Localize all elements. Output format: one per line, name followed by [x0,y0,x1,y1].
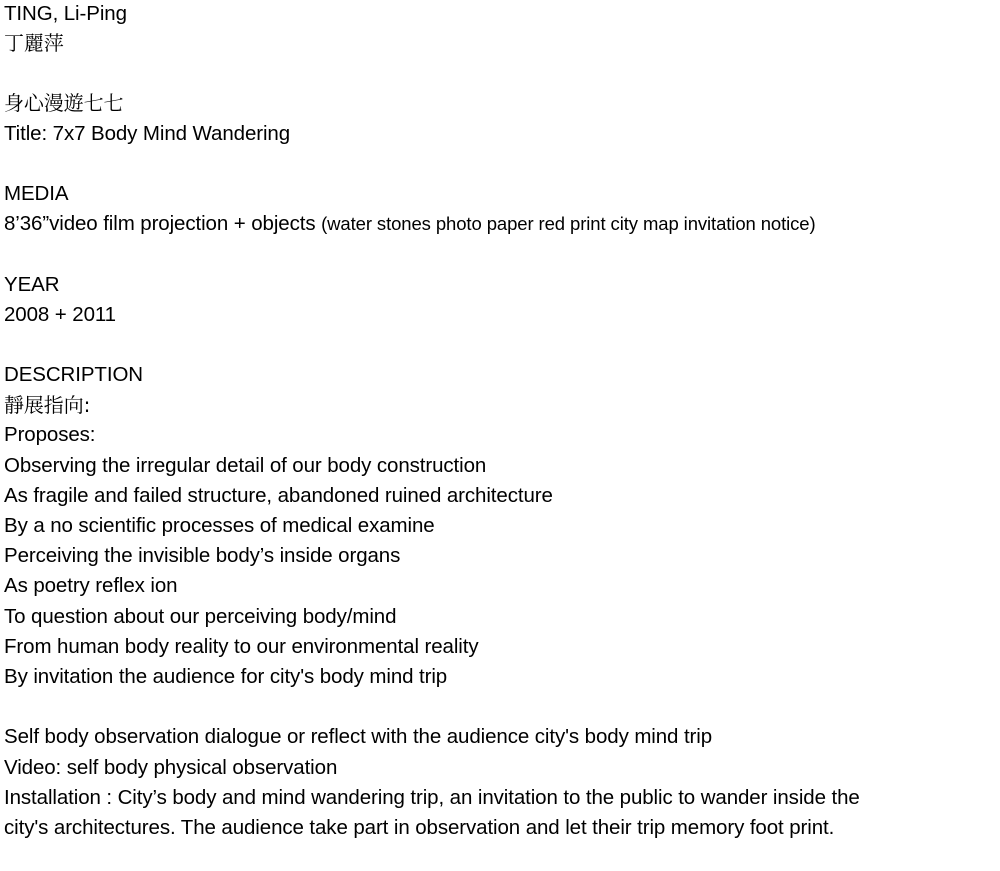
description-line: From human body reality to our environmental reality [4,634,479,658]
description-line: Observing the irregular detail of our body construction [4,453,487,477]
description-line: By a no scientific processes of medical examine [4,514,435,537]
year-value: 2008 + 2011 [4,302,116,326]
description-line: Perceiving the invisible body’s inside organs [4,544,401,568]
media-detail: (water stones photo paper red print city map invitation notice) [321,213,816,235]
closing-line: Video: self body physical observation [4,755,338,779]
closing-line: Installation : City’s body and mind wandering trip, an invitation to the public to wander inside the [4,785,860,809]
spacer [4,330,994,360]
spacer [4,692,994,722]
spacer [4,149,994,179]
media-heading: MEDIA [4,181,69,205]
work-title-zh: 身心漫遊七七 [4,91,124,116]
description-subheading-zh: 靜展指向: [4,393,91,418]
artist-name-zh: 丁麗萍 [4,31,64,55]
description-line: As fragile and failed structure, abandoned ruined architecture [4,483,553,507]
document-body [4,0,994,843]
artist-name-en: TING, Li-Ping [4,2,127,25]
description-line: To question about our perceiving body/mind [4,604,397,628]
spacer [4,239,994,269]
description-line: By invitation the audience for city's body mind trip [4,664,448,688]
year-heading: YEAR [4,272,60,296]
spacer [4,58,994,88]
media-line [4,209,994,239]
description-heading: DESCRIPTION [4,363,143,387]
description-line: As poetry reflex ion [4,574,178,598]
closing-line: city's architectures. The audience take part in observation and let their trip memory foot print. [4,815,835,839]
description-line: Proposes: [4,423,96,447]
work-title-en: Title: 7x7 Body Mind Wandering [4,121,291,145]
media-main: 8’36”video film projection + objects [4,212,316,236]
closing-line: Self body observation dialogue or reflect with the audience city's body mind trip [4,725,713,749]
